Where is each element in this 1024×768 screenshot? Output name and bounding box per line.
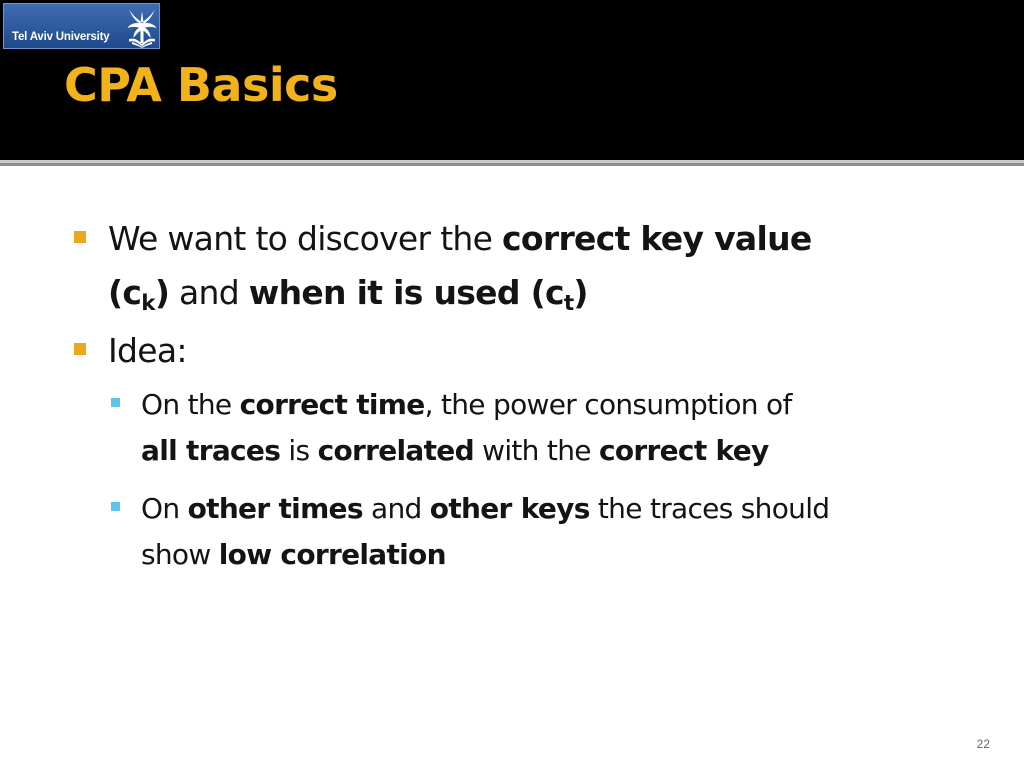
square-bullet-icon — [74, 231, 86, 243]
bold-text-run: other times — [187, 492, 363, 525]
page-number: 22 — [976, 737, 990, 751]
bullet-discover-key — [72, 212, 962, 320]
text-run: and — [169, 273, 249, 312]
bold-text-run: other keys — [429, 492, 590, 525]
bold-text-run: correct key value — [502, 219, 812, 258]
text-run: and — [362, 492, 430, 525]
text-run: , the power consumption of — [424, 388, 792, 421]
slide-content — [72, 212, 962, 578]
bold-text-run: low correlation — [218, 538, 446, 571]
bold-text-run: when it is used (c — [248, 273, 564, 312]
bold-text-run: ) — [573, 273, 588, 312]
logo-text: Tel Aviv University — [12, 31, 110, 43]
bold-key-expression — [108, 273, 170, 316]
bold-time-expression — [248, 273, 588, 316]
subscript-text: k — [141, 291, 155, 316]
page-title: CPA Basics — [64, 58, 338, 112]
subbullet-other-times — [110, 486, 962, 578]
bullet-line: Idea: — [108, 331, 187, 370]
bold-text-run: ) — [154, 273, 170, 312]
slide-header — [0, 0, 1024, 160]
bold-text-run: correlated — [317, 434, 474, 467]
text-run: show — [141, 538, 219, 571]
subbullet-correct-time — [110, 382, 962, 474]
small-square-bullet-icon — [111, 398, 120, 407]
tel-aviv-university-emblem-icon — [125, 8, 159, 48]
text-run: with the — [473, 434, 599, 467]
text-run: On — [141, 492, 188, 525]
bullet-line — [108, 266, 962, 320]
text-run: On the — [141, 388, 240, 421]
bold-text-run: correct time — [239, 388, 425, 421]
bullet-line — [141, 532, 962, 578]
text-run: is — [280, 434, 318, 467]
bullet-line — [141, 486, 962, 532]
small-square-bullet-icon — [111, 502, 120, 511]
bold-text-run: correct key — [598, 434, 769, 467]
bullet-idea — [72, 324, 962, 378]
header-divider-dark — [0, 163, 1024, 166]
subscript-text: t — [563, 291, 574, 316]
bold-text-run: all traces — [141, 434, 281, 467]
text-run: the traces should — [589, 492, 830, 525]
bold-text-run: (c — [108, 273, 142, 312]
bullet-line — [141, 428, 962, 474]
bullet-line — [141, 382, 962, 428]
square-bullet-icon — [74, 343, 86, 355]
bullet-line — [108, 212, 962, 266]
tel-aviv-university-logo — [3, 3, 160, 49]
text-run: We want to discover the — [108, 219, 503, 258]
